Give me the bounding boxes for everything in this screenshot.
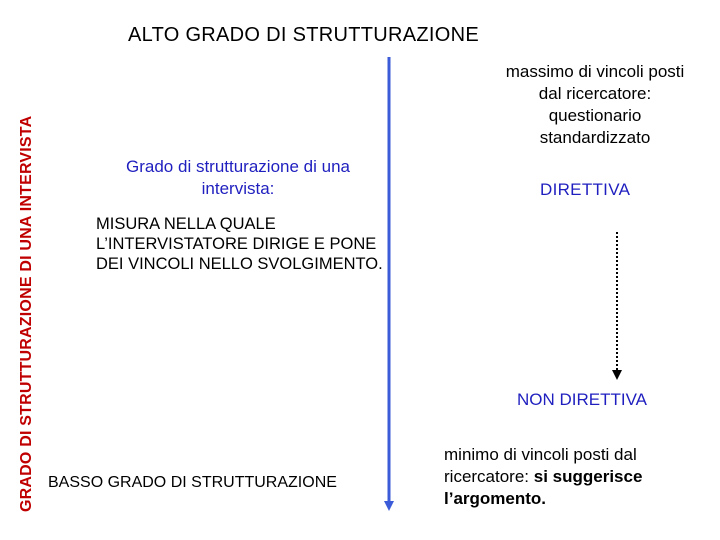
side-title: GRADO DI STRUTTURAZIONE DI UNA INTERVISTA [18,115,35,512]
top-label: ALTO GRADO DI STRUTTURAZIONE [128,24,480,46]
min-note-part1: minimo di vincoli posti dal ricercatore: [444,445,637,486]
min-constraints-note [444,444,694,510]
definition-title: Grado di strutturazione di una intervista: [126,157,350,198]
bottom-label: BASSO GRADO DI STRUTTURAZIONE [48,474,337,491]
non-direttiva-label: NON DIRETTIVA [517,390,648,409]
definition-text: MISURA NELLA QUALE L’INTERVISTATORE DIRIGE E PONE DEI VINCOLI NELLO SVOLGIMENTO. [96,215,383,273]
direttiva-label: DIRETTIVA [540,180,631,199]
min-note-part2: si suggerisce l’argomento. [444,467,643,508]
max-constraints-note: massimo di vincoli posti dal ricercatore: questionario standardizzato [505,62,685,147]
